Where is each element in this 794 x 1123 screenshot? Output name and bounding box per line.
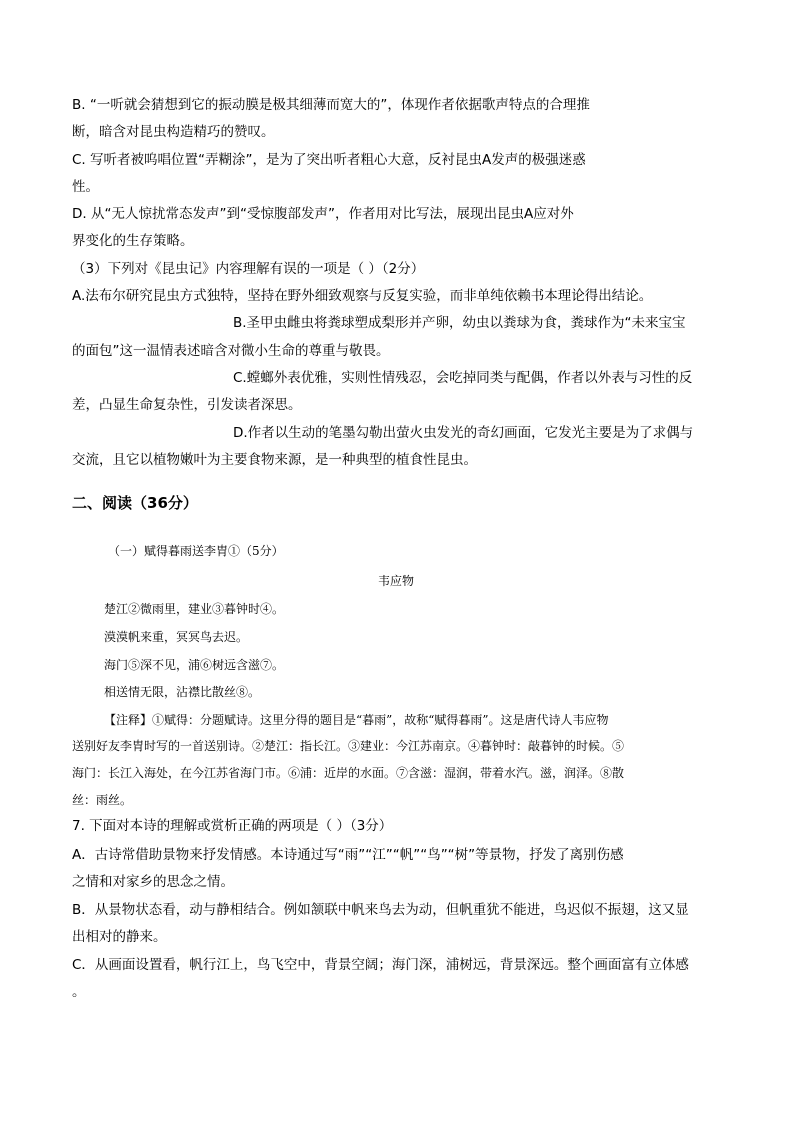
poem-title: （一）赋得暮雨送李胄①（5分） (108, 544, 284, 558)
annotation-line: 海门：长江入海处，在今江苏省海门市。⑥浦：近岸的水面。⑦含滋：湿润，带着水汽。滋，润泽。⑧散 (72, 766, 625, 780)
annotation-line: 【注释】①赋得：分题赋诗。这里分得的题目是“暮雨”，故称“赋得暮雨”。这是唐代诗人韦应物 (104, 713, 609, 727)
q3-option-c-line2: 差，凸显生命复杂性，引发读者深思。 (72, 397, 302, 413)
q3-option-b-line2: 的面包”这一温情表述暗含对微小生命的尊重与敬畏。 (72, 343, 390, 359)
q7-option-a-line1: A．古诗常借助景物来抒发情感。本诗通过写“雨”“江”“帆”“鸟”“树”等景物，抒发了离别伤感 (72, 847, 624, 863)
q3-option-a: A.法布尔研究昆虫方式独特，坚持在野外细致观察与反复实验，而非单纯依赖书本理论得出结论。 (72, 288, 653, 304)
annotation-line: 送别好友李胄时写的一首送别诗。②楚江：指长江。③建业：今江苏南京。④暮钟时：敲暮钟的时候。⑤ (72, 739, 625, 753)
poem-line: 海门⑤深不见，浦⑥树远含滋⑦。 (104, 658, 285, 672)
q7-option-b-line2: 出相对的静来。 (72, 929, 167, 945)
q7-option-c-line1: C．从画面设置看，帆行江上，鸟飞空中，背景空阔；海门深，浦树远，背景深远。整个画面富有立体感 (72, 957, 689, 973)
poem-line: 相送情无限，沾襟比散丝⑧。 (104, 685, 261, 699)
q3-option-c-line1: C.螳螂外表优雅，实则性情残忍，会吃掉同类与配偶，作者以外表与习性的反 (233, 370, 693, 386)
q3-option-d-line2: 交流，且它以植物嫩叶为主要食物来源，是一种典型的植食性昆虫。 (72, 452, 477, 468)
poem-author: 韦应物 (378, 574, 415, 588)
q7-stem: 7. 下面对本诗的理解或赏析正确的两项是（ ）（3分） (72, 818, 393, 834)
option-c-line1: C. 写听者被呜唱位置“弄糊涂”，是为了突出听者粗心大意，反衬昆虫A发声的极强迷惑 (72, 152, 586, 168)
q7-option-b-line1: B．从景物状态看，动与静相结合。例如颔联中帆来鸟去为动，但帆重犹不能进，鸟迟似不振翅，这又显 (72, 902, 689, 918)
poem-line: 楚江②微雨里，建业③暮钟时④。 (104, 602, 285, 616)
option-b-line1: B. “一听就会猜想到它的振动膜是极其细薄而宽大的”，体现作者依据歌声特点的合理推 (72, 97, 590, 113)
option-d-line2: 界变化的生存策略。 (72, 233, 194, 249)
option-b-line2: 断，暗含对昆虫构造精巧的赞叹。 (72, 124, 275, 140)
q7-option-c-line2: 。 (72, 984, 86, 1000)
annotation-line: 丝：雨丝。 (72, 793, 133, 807)
q3-option-b-line1: B.圣甲虫雌虫将粪球塑成梨形并产卵，幼虫以粪球为食，粪球作为“未来宝宝 (233, 315, 686, 331)
option-d-line1: D. 从“无人惊扰常态发声”到“受惊腹部发声”，作者用对比写法，展现出昆虫A应对外 (72, 206, 574, 222)
section-heading: 二、阅读（36分） (72, 494, 198, 512)
q7-option-a-line2: 之情和对家乡的思念之情。 (72, 874, 234, 890)
q3-stem: （3）下列对《昆虫记》内容理解有误的一项是（ ）（2分） (72, 261, 425, 277)
q3-option-d-line1: D.作者以生动的笔墨勾勒出萤火虫发光的奇幻画面，它发光主要是为了求偶与 (233, 425, 694, 441)
option-c-line2: 性。 (72, 179, 99, 195)
poem-line: 漠漠帆来重，冥冥鸟去迟。 (104, 630, 249, 644)
